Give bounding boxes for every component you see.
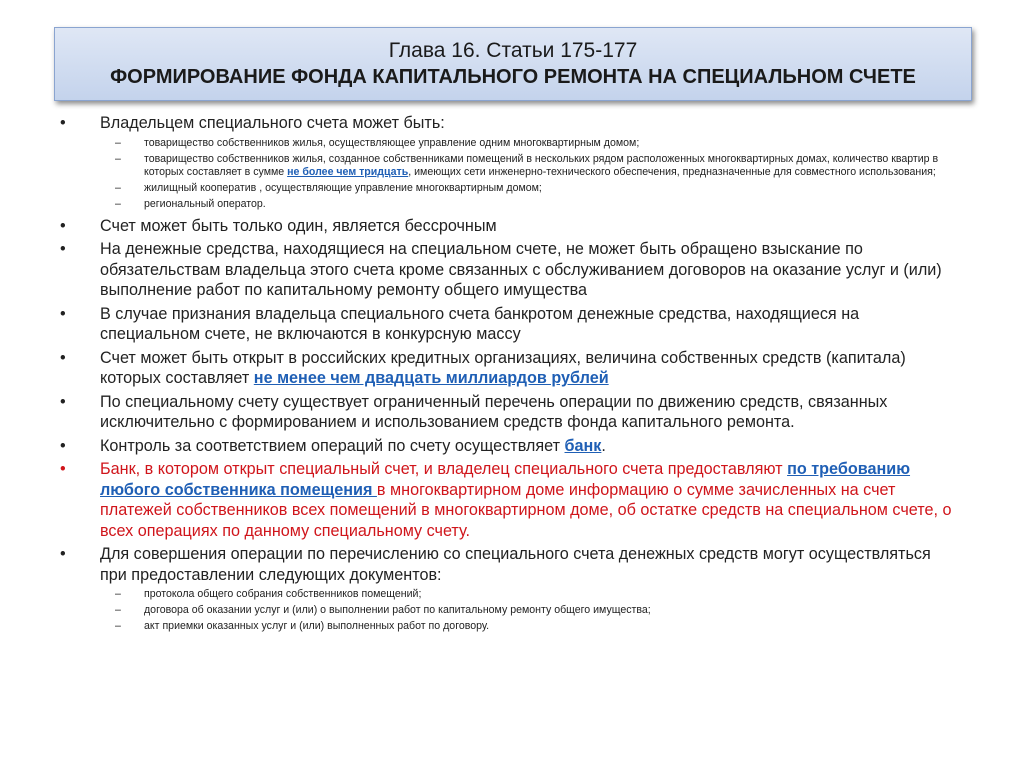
list-item	[60, 544, 960, 585]
sub-list-owners	[60, 137, 960, 212]
item-text: Для совершения операции по перечислению со специального счета денежных средств могут осуществляться при предоставлении следующих документов:	[100, 545, 931, 584]
item-text: По специальному счету существует ограниченный перечень операции по движению средств, связанных исключительно с формированием и использованием средств фонда капитального ремонта.	[100, 392, 888, 432]
list-item	[60, 113, 960, 134]
slide-title-chapter: Глава 16. Статьи 175-177	[388, 39, 638, 62]
dash-icon: –	[115, 152, 121, 165]
sub-item	[60, 198, 960, 211]
bullet-icon: •	[60, 392, 66, 411]
slide-title-heading: ФОРМИРОВАНИЕ ФОНДА КАПИТАЛЬНОГО РЕМОНТА НА СПЕЦИАЛЬНОМ СЧЕТЕ	[110, 66, 916, 88]
sub-item-text: жилищный кооператив , осуществляющие управление многоквартирным домом;	[144, 182, 542, 195]
item-text: Контроль за соответствием операций по счету осуществляет	[100, 436, 565, 455]
sub-item	[60, 620, 960, 633]
bullet-icon: •	[60, 460, 66, 479]
dash-icon: –	[115, 136, 121, 149]
item-text: На денежные средства, находящиеся на специальном счете, не может быть обращено взыскание по обязательствам владельца этого счета кроме связанных с обслуживанием договоров на оказание услуг и (или) выполнение работ по капитальному ремонту общего имущества	[100, 240, 942, 300]
sub-item	[60, 153, 960, 179]
dash-icon: –	[115, 620, 121, 633]
bullet-icon: •	[60, 240, 66, 259]
item-text: Банк, в котором открыт специальный счет, и владелец специального счета предоставляют	[100, 460, 788, 479]
list-item	[60, 392, 960, 433]
sub-item-text: товарищество собственников жилья, осуществляющее управление одним многоквартирным домом;	[144, 136, 640, 149]
bullet-icon: •	[60, 216, 66, 235]
sub-list-documents	[60, 588, 960, 634]
list-item-alert	[60, 459, 960, 541]
sub-item-text: акт приемки оказанных услуг и (или) выполненных работ по договору.	[144, 620, 490, 633]
item-text: Счет может быть только один, является бессрочным	[100, 216, 497, 235]
list-item	[60, 239, 960, 301]
sub-item	[60, 588, 960, 601]
item-text: Владельцем специального счета может быть:	[100, 114, 445, 132]
bullet-icon: •	[60, 545, 66, 564]
item-text: в многоквартирном доме информацию о сумме зачисленных на счет платежей собственников всех помещений в многоквартирном доме, об остатке средств на специальном счете, о всех операциях по данному специальному счету.	[100, 480, 952, 540]
sub-item	[60, 604, 960, 617]
item-text: .	[601, 436, 606, 455]
sub-item-text: договора об оказании услуг и (или) о выполнении работ по капитальному ремонту общего имущества;	[144, 604, 651, 617]
highlight-capital-requirement: не менее чем двадцать миллиардов рублей	[253, 369, 609, 388]
sub-item-text: протокола общего собрания собственников помещений;	[144, 588, 422, 601]
list-item	[60, 304, 960, 345]
sub-item-text: , имеющих сети инженерно-технического обеспечения, предназначенные для совместного использования;	[408, 165, 936, 178]
list-item	[60, 436, 960, 457]
slide-content	[60, 113, 960, 638]
list-item	[60, 216, 960, 237]
sub-item	[60, 182, 960, 195]
highlight-limit-thirty: не более чем тридцать	[287, 165, 409, 178]
dash-icon: –	[115, 198, 121, 211]
dash-icon: –	[115, 588, 121, 601]
dash-icon: –	[115, 604, 121, 617]
bullet-icon: •	[60, 348, 66, 367]
list-item	[60, 348, 960, 389]
slide-title-box	[54, 27, 972, 101]
bullet-icon: •	[60, 436, 66, 455]
highlight-bank: банк	[564, 436, 602, 455]
bullet-icon: •	[60, 114, 66, 132]
sub-item	[60, 137, 960, 150]
item-text: Счет может быть открыт в российских кредитных организациях, величина собственных средств (капитала) которых составляет	[100, 348, 906, 388]
highlight-owner-request: по требованию любого собственника помещения	[100, 460, 911, 499]
bullet-icon: •	[60, 304, 66, 323]
sub-item-text: товарищество собственников жилья, созданное собственниками помещений в нескольких рядом расположенных многоквартирных домах, количество квартир в которых составляет в сумме	[144, 152, 939, 178]
item-text: В случае признания владельца специального счета банкротом денежные средства, находящиеся на специальном счете, не включаются в конкурсную массу	[100, 304, 860, 344]
sub-item-text: региональный оператор.	[144, 198, 266, 211]
dash-icon: –	[115, 182, 121, 195]
